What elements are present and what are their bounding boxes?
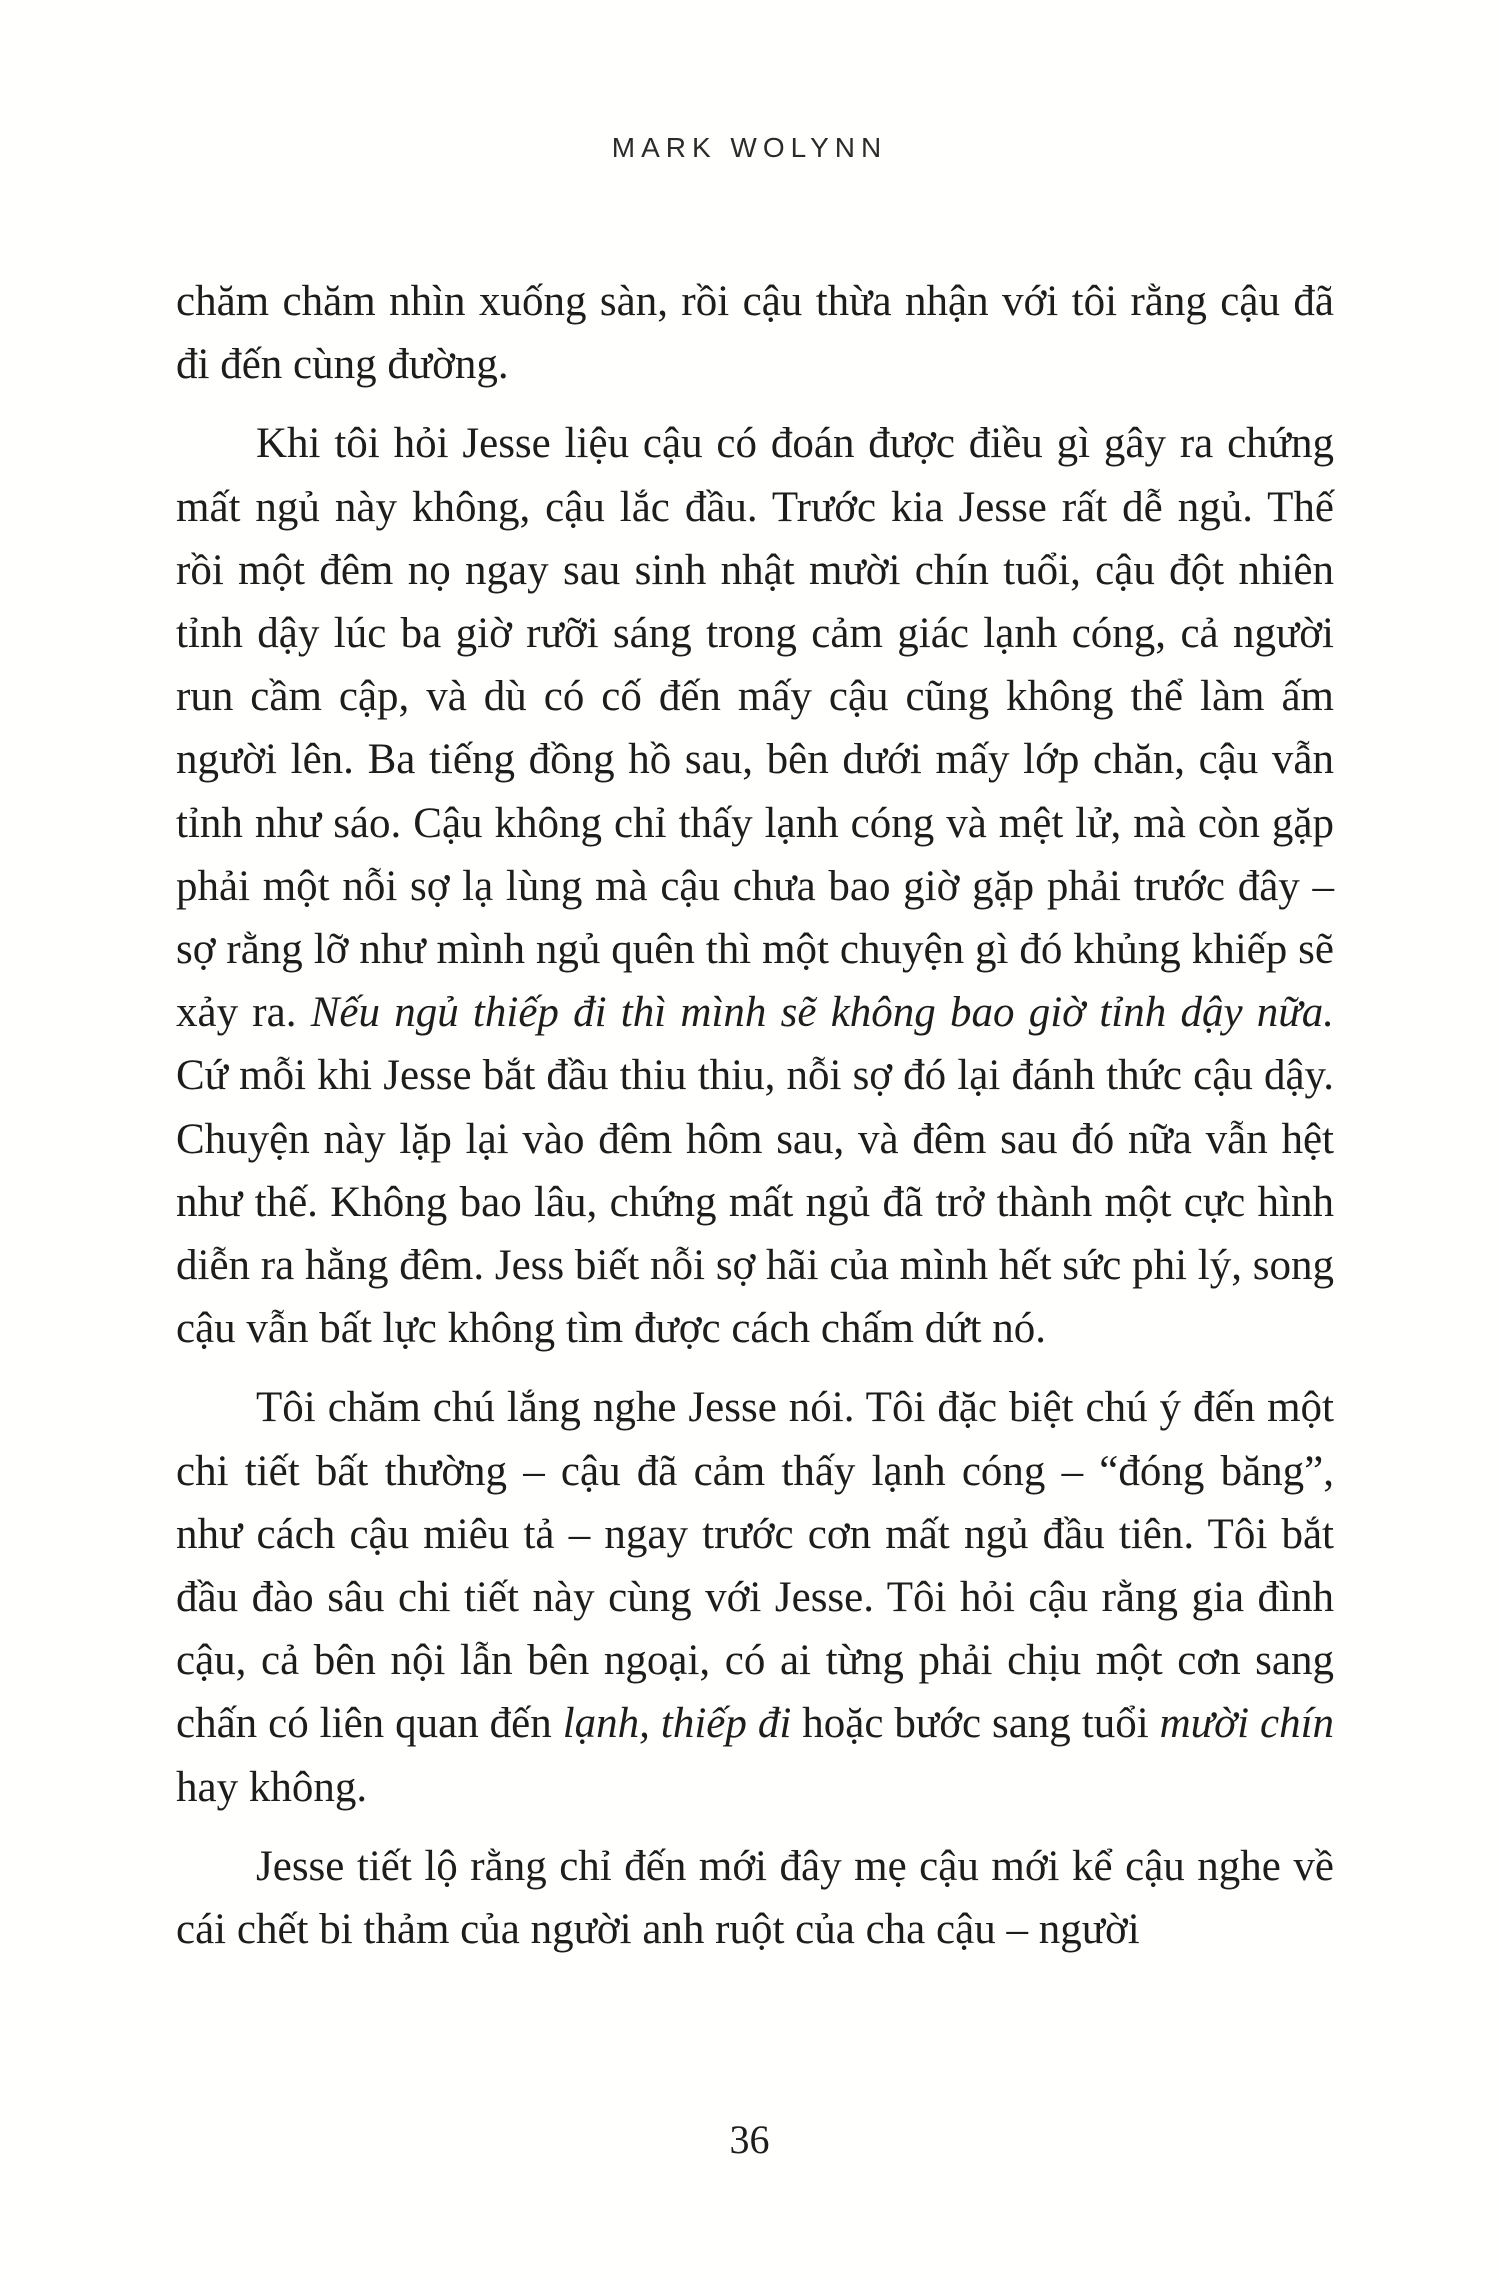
running-head: MARK WOLYNN — [611, 132, 888, 163]
page-body — [176, 270, 1334, 1977]
text-segment: Tôi chăm chú lắng nghe Jesse nói. Tôi đặc biệt chú ý đến một chi tiết bất thường – cậu đã cảm thấy lạnh cóng – “đóng băng”, như cách cậu miêu tả – ngay trước cơn mất ngủ đầu tiên. Tôi bắt đầu đào sâu chi tiết này cùng với Jesse. Tôi hỏi cậu rằng gia đình cậu, cả bên nội lẫn bên ngoại, có ai từng phải chịu một cơn sang chấn có liên quan đến — [176, 1384, 1334, 1748]
text-segment: chăm chăm nhìn xuống sàn, rồi cậu thừa nhận với tôi rằng cậu đã đi đến cùng đường. — [176, 278, 1334, 389]
page-number: 36 — [729, 2117, 770, 2162]
italic-text-segment: lạnh, thiếp đi — [562, 1700, 792, 1748]
body-paragraph — [176, 1376, 1334, 1818]
text-segment: Jesse tiết lộ rằng chỉ đến mới đây mẹ cậu mới kể cậu nghe về cái chết bi thảm của người anh ruột của cha cậu – người — [176, 1842, 1334, 1954]
body-paragraph — [176, 270, 1334, 396]
text-segment: hay không. — [176, 1763, 368, 1811]
text-segment: hoặc bước sang tuổi — [791, 1700, 1160, 1748]
text-segment: Khi tôi hỏi Jesse liệu cậu có đoán được điều gì gây ra chứng mất ngủ này không, cậu lắc đầu. Trước kia Jesse rất dễ ngủ. Thế rồi một đêm nọ ngay sau sinh nhật mười chín tuổi, cậu đột nhiên tỉnh dậy lúc ba giờ rưỡi sáng trong cảm giác lạnh cóng, cả người run cầm cập, và dù có cố đến mấy cậu cũng không thể làm ấm người lên. Ba tiếng đồng hồ sau, bên dưới mấy lớp chăn, cậu vẫn tỉnh như sáo. Cậu không chỉ thấy lạnh cóng và mệt lử, mà còn gặp phải một nỗi sợ lạ lùng mà cậu chưa bao giờ gặp phải trước đây – sợ rằng lỡ như mình ngủ quên thì một chuyện gì đó khủng khiếp sẽ xảy ra. — [176, 420, 1334, 1037]
body-paragraph — [176, 1835, 1334, 1961]
italic-text-segment: Nếu ngủ thiếp đi thì mình sẽ không bao giờ tỉnh dậy nữa. — [310, 989, 1334, 1037]
body-paragraph — [176, 412, 1334, 1360]
text-segment: Cứ mỗi khi Jesse bắt đầu thiu thiu, nỗi sợ đó lại đánh thức cậu dậy. Chuyện này lặp lại vào đêm hôm sau, và đêm sau đó nữa vẫn hệt như thế. Không bao lâu, chứng mất ngủ đã trở thành một cực hình diễn ra hằng đêm. Jess biết nỗi sợ hãi của mình hết sức phi lý, song cậu vẫn bất lực không tìm được cách chấm dứt nó. — [176, 1052, 1334, 1353]
italic-text-segment: mười chín — [1159, 1700, 1335, 1748]
